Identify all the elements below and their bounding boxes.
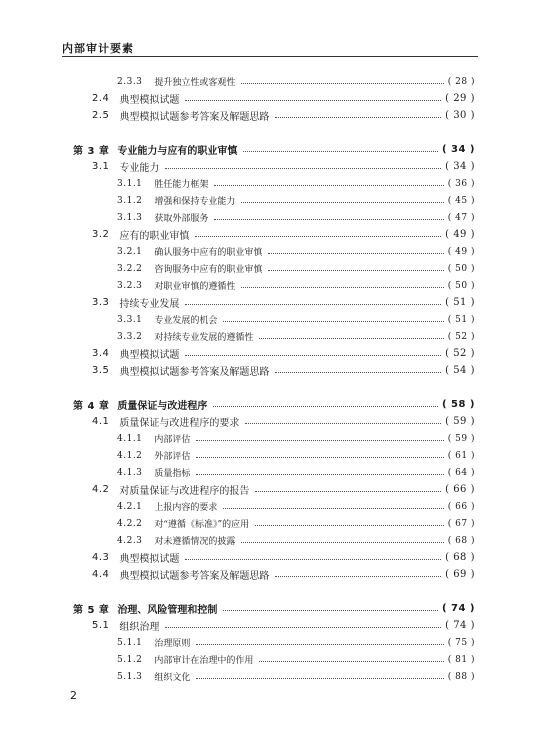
toc-leader-dots — [185, 304, 441, 305]
toc-entry-number: 4.2.3 — [117, 535, 143, 546]
toc-entry-number: 第 5 章 — [73, 605, 110, 616]
toc-entry-number: 4.1.3 — [117, 467, 143, 478]
toc-entry — [0, 549, 475, 566]
toc-entry — [0, 226, 475, 243]
toc-entry-page: ( 34 ) — [441, 144, 475, 155]
toc-entry-page: ( 66 ) — [445, 484, 475, 495]
toc-entry-title: 内部评估 — [154, 435, 191, 445]
toc-entry-number: 4.2.2 — [117, 518, 143, 529]
toc-entry-title: 典型模拟试题参考答案及解题思路 — [119, 112, 270, 123]
toc-entry — [0, 294, 475, 311]
toc-entry — [0, 515, 475, 532]
toc-entry-page: ( 45 ) — [447, 195, 475, 206]
toc-entry-title: 提升独立性或客观性 — [154, 78, 236, 88]
toc-entry-title: 对质量保证与改进程序的报告 — [119, 486, 250, 497]
toc-entry-number: 4.4 — [92, 569, 110, 580]
toc-entry-title: 治理、风险管理和控制 — [117, 605, 218, 616]
toc-entry-number: 5.1 — [92, 620, 110, 631]
toc-entry-title: 专业发展的机会 — [154, 316, 218, 326]
toc-leader-dots — [185, 100, 441, 101]
toc-entry-number: 2.4 — [92, 93, 110, 104]
toc-leader-dots — [275, 372, 441, 373]
toc-entry-number: 5.1.1 — [117, 637, 143, 648]
toc-entry-title: 增强和保持专业能力 — [154, 197, 236, 207]
toc-entry-title: 典型模拟试题参考答案及解题思路 — [119, 367, 270, 378]
toc-entry-number: 3.1.2 — [117, 195, 143, 206]
toc-leader-dots — [259, 661, 443, 662]
toc-entry — [0, 498, 475, 515]
toc-leader-dots — [185, 355, 441, 356]
toc-entry-number: 第 4 章 — [73, 401, 110, 412]
toc-entry — [0, 634, 475, 651]
toc-entry — [0, 481, 475, 498]
toc-leader-dots — [255, 525, 444, 526]
toc-entry-title: 典型模拟试题 — [119, 95, 180, 106]
toc-entry — [0, 73, 475, 90]
toc-entry — [0, 566, 475, 583]
toc-leader-dots — [243, 151, 438, 152]
toc-entry-number: 3.5 — [92, 365, 110, 376]
toc-entry — [0, 430, 475, 447]
toc-entry-number: 3.3 — [92, 297, 110, 308]
toc-entry-number: 3.1.1 — [117, 178, 143, 189]
toc-leader-dots — [255, 491, 441, 492]
page-number: 2 — [70, 689, 77, 702]
toc-leader-dots — [241, 83, 443, 84]
toc-entry-title: 治理原则 — [154, 639, 191, 649]
toc-leader-dots — [241, 287, 443, 288]
toc-entry-title: 咨询服务中应有的职业审慎 — [154, 265, 263, 275]
toc-leader-dots — [196, 440, 443, 441]
toc-entry-title: 质量保证与改进程序 — [117, 401, 208, 412]
toc-entry-title: 应有的职业审慎 — [119, 231, 190, 242]
toc-leader-dots — [268, 253, 443, 254]
toc-entry-title: 典型模拟试题 — [119, 554, 180, 565]
toc-entry-page: ( 88 ) — [447, 671, 475, 682]
toc-leader-dots — [196, 678, 443, 679]
toc-entry-page: ( 68 ) — [445, 552, 475, 563]
toc-entry-title: 典型模拟试题 — [119, 350, 180, 361]
toc-entry-page: ( 69 ) — [445, 569, 475, 580]
toc-entry-page: ( 52 ) — [447, 331, 475, 342]
toc-entry-number: 3.1 — [92, 161, 110, 172]
toc-entry-number: 3.1.3 — [117, 212, 143, 223]
toc-entry-number: 4.2 — [92, 484, 110, 495]
toc-leader-dots — [185, 559, 441, 560]
toc-entry — [0, 668, 475, 685]
toc-entry-number: 3.2 — [92, 229, 110, 240]
toc-entry-title: 质量保证与改进程序的要求 — [119, 418, 240, 429]
toc-entry-page: ( 59 ) — [445, 416, 475, 427]
toc-entry-page: ( 51 ) — [445, 297, 475, 308]
toc-leader-dots — [196, 474, 443, 475]
toc-entry-number: 5.1.3 — [117, 671, 143, 682]
toc-entry-page: ( 59 ) — [447, 433, 475, 444]
toc-entry-number: 2.5 — [92, 110, 110, 121]
toc-entry — [0, 107, 475, 124]
toc-entry-number: 3.3.2 — [117, 331, 143, 342]
toc-leader-dots — [214, 185, 443, 186]
toc-entry — [0, 617, 475, 634]
toc-entry-page: ( 51 ) — [447, 314, 475, 325]
toc-entry-title: 外部评估 — [154, 452, 191, 462]
toc-leader-dots — [196, 644, 443, 645]
toc-entry — [0, 209, 475, 226]
toc-leader-dots — [245, 423, 441, 424]
toc-entry-page: ( 34 ) — [445, 161, 475, 172]
toc-entry-page: ( 49 ) — [447, 246, 475, 257]
toc-entry-title: 对“遵循《标准》”的应用 — [154, 520, 250, 530]
toc-entry — [0, 600, 475, 617]
toc-entry-title: 典型模拟试题参考答案及解题思路 — [119, 571, 270, 582]
toc-entry-title: 组织文化 — [154, 673, 191, 683]
toc-leader-dots — [259, 338, 443, 339]
toc-entry-page: ( 50 ) — [447, 280, 475, 291]
toc-entry-page: ( 28 ) — [447, 76, 475, 87]
toc-entry-title: 获取外部服务 — [154, 214, 209, 224]
toc-entry-number: 5.1.2 — [117, 654, 143, 665]
toc-entry-title: 专业能力与应有的职业审慎 — [117, 146, 238, 157]
toc-entry — [0, 464, 475, 481]
toc-entry-number: 4.2.1 — [117, 501, 143, 512]
toc-entry-page: ( 67 ) — [447, 518, 475, 529]
toc-entry-page: ( 36 ) — [447, 178, 475, 189]
toc-entry — [0, 175, 475, 192]
toc-entry-title: 质量指标 — [154, 469, 191, 479]
toc-entry — [0, 362, 475, 379]
toc-entry — [0, 532, 475, 549]
toc-leader-dots — [223, 321, 443, 322]
toc-entry-page: ( 74 ) — [441, 603, 475, 614]
toc-entry-title: 对职业审慎的遵循性 — [154, 282, 236, 292]
toc-entry — [0, 158, 475, 175]
toc-entry-page: ( 74 ) — [445, 620, 475, 631]
toc-entry-number: 3.2.3 — [117, 280, 143, 291]
toc-entry-title: 确认服务中应有的职业审慎 — [154, 248, 263, 258]
toc-entry — [0, 243, 475, 260]
toc-entry-page: ( 50 ) — [447, 263, 475, 274]
toc-entry — [0, 141, 475, 158]
toc-entry-title: 对未遵循情况的披露 — [154, 537, 236, 547]
toc-entry-title: 内部审计在治理中的作用 — [154, 656, 254, 666]
toc-entry-title: 组织治理 — [119, 622, 160, 633]
toc-entry-number: 3.2.1 — [117, 246, 143, 257]
toc-entry-page: ( 30 ) — [445, 110, 475, 121]
toc-entry-number: 4.3 — [92, 552, 110, 563]
toc-leader-dots — [223, 610, 438, 611]
toc-entry-number: 4.1.2 — [117, 450, 143, 461]
toc-entry-title: 持续专业发展 — [119, 299, 180, 310]
toc-entry — [0, 345, 475, 362]
toc-entry-number: 3.4 — [92, 348, 110, 359]
toc-leader-dots — [165, 627, 441, 628]
toc-leader-dots — [223, 508, 443, 509]
toc-entry-title: 对持续专业发展的遵循性 — [154, 333, 254, 343]
toc-entry-page: ( 47 ) — [447, 212, 475, 223]
toc-entry-page: ( 68 ) — [447, 535, 475, 546]
toc-leader-dots — [268, 270, 443, 271]
toc-entry — [0, 90, 475, 107]
running-header: 内部审计要素 — [62, 42, 134, 55]
toc-entry-page: ( 29 ) — [445, 93, 475, 104]
toc-leader-dots — [275, 576, 441, 577]
toc-leader-dots — [214, 219, 443, 220]
toc-leader-dots — [195, 236, 441, 237]
toc-entry — [0, 396, 475, 413]
toc-entry-page: ( 54 ) — [445, 365, 475, 376]
toc-entry-page: ( 52 ) — [445, 348, 475, 359]
toc-entry-title: 上报内容的要求 — [154, 503, 218, 513]
toc-entry — [0, 447, 475, 464]
toc-leader-dots — [241, 542, 443, 543]
toc-entry-number: 4.1 — [92, 416, 110, 427]
toc-entry-page: ( 66 ) — [447, 501, 475, 512]
toc-entry-number: 2.3.3 — [117, 76, 143, 87]
toc-leader-dots — [213, 406, 438, 407]
toc-entry-page: ( 64 ) — [447, 467, 475, 478]
toc-leader-dots — [196, 457, 443, 458]
toc-entry-page: ( 81 ) — [447, 654, 475, 665]
toc-entry-page: ( 49 ) — [445, 229, 475, 240]
toc-entry-page: ( 58 ) — [441, 399, 475, 410]
toc-entry — [0, 328, 475, 345]
toc-entry-page: ( 75 ) — [447, 637, 475, 648]
toc-entry-number: 3.3.1 — [117, 314, 143, 325]
toc-entry-number: 4.1.1 — [117, 433, 143, 444]
toc-leader-dots — [275, 117, 441, 118]
toc-entry-number: 3.2.2 — [117, 263, 143, 274]
toc-entry-page: ( 61 ) — [447, 450, 475, 461]
toc-entry — [0, 651, 475, 668]
toc-entry — [0, 192, 475, 209]
toc-entry-number: 第 3 章 — [73, 146, 110, 157]
toc-leader-dots — [241, 202, 443, 203]
toc-entry — [0, 413, 475, 430]
toc-entry — [0, 260, 475, 277]
toc-entry — [0, 277, 475, 294]
toc-entry-title: 专业能力 — [119, 163, 160, 174]
toc-entry-title: 胜任能力框架 — [154, 180, 209, 190]
toc-leader-dots — [165, 168, 441, 169]
toc-entry — [0, 311, 475, 328]
